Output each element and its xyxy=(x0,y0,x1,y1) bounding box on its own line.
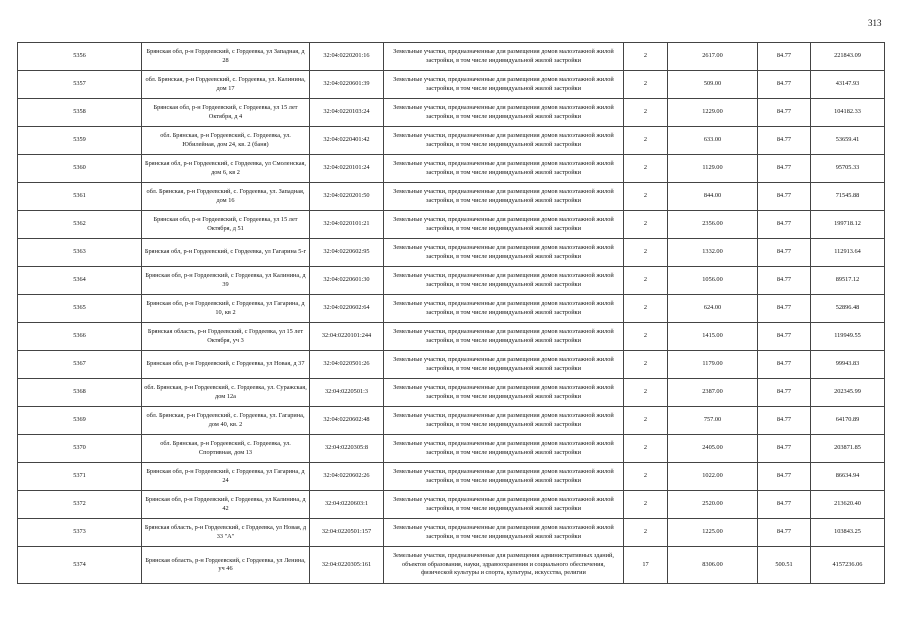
use-group-cell: 2 xyxy=(624,323,668,351)
specific-value-cell: 84.77 xyxy=(758,239,811,267)
cadastral-number-cell: 32:04:0220101:24 xyxy=(310,155,384,183)
cadastral-value-cell: 99943.83 xyxy=(811,351,885,379)
row-number: 5373 xyxy=(18,519,142,547)
table-row xyxy=(18,267,885,295)
table-row xyxy=(18,99,885,127)
table-row xyxy=(18,463,885,491)
use-group-cell: 2 xyxy=(624,435,668,463)
area-cell: 844.00 xyxy=(668,183,758,211)
row-number: 5371 xyxy=(18,463,142,491)
address-cell: Брянская обл, р-н Гордеевский, с Гордеевка, ул Гагарина, д 10, кв 2 xyxy=(142,295,310,323)
row-number: 5370 xyxy=(18,435,142,463)
row-number: 5363 xyxy=(18,239,142,267)
use-group-cell: 2 xyxy=(624,71,668,99)
cadastral-value-cell: 199718.12 xyxy=(811,211,885,239)
cadastral-value-cell: 64170.89 xyxy=(811,407,885,435)
table-row xyxy=(18,295,885,323)
table-row xyxy=(18,323,885,351)
specific-value-cell: 84.77 xyxy=(758,71,811,99)
use-group-cell: 2 xyxy=(624,183,668,211)
table-row xyxy=(18,435,885,463)
row-number: 5361 xyxy=(18,183,142,211)
row-number: 5356 xyxy=(18,43,142,71)
row-number: 5367 xyxy=(18,351,142,379)
address-cell: обл. Брянская, р-н Гордеевский, с. Гордеевка, ул. Калинина, дом 17 xyxy=(142,71,310,99)
specific-value-cell: 84.77 xyxy=(758,183,811,211)
row-number: 5362 xyxy=(18,211,142,239)
use-group-cell: 2 xyxy=(624,295,668,323)
use-group-cell: 2 xyxy=(624,407,668,435)
table-row xyxy=(18,547,885,584)
row-number: 5366 xyxy=(18,323,142,351)
table-row xyxy=(18,183,885,211)
cadastral-number-cell: 32:04:0220103:24 xyxy=(310,99,384,127)
row-number: 5359 xyxy=(18,127,142,155)
cadastral-value-cell: 104182.33 xyxy=(811,99,885,127)
specific-value-cell: 84.77 xyxy=(758,99,811,127)
specific-value-cell: 84.77 xyxy=(758,155,811,183)
permitted-use-cell: Земельные участки, предназначенные для размещения домов малоэтажной жилой застройки, в том числе индивидуальной жилой застройки xyxy=(384,183,624,211)
cadastral-number-cell: 32:04:0220602:64 xyxy=(310,295,384,323)
area-cell: 509.00 xyxy=(668,71,758,99)
area-cell: 633.00 xyxy=(668,127,758,155)
specific-value-cell: 84.77 xyxy=(758,491,811,519)
area-cell: 2617.00 xyxy=(668,43,758,71)
row-number: 5364 xyxy=(18,267,142,295)
use-group-cell: 2 xyxy=(624,43,668,71)
use-group-cell: 2 xyxy=(624,239,668,267)
cadastral-number-cell: 32:04:0220501:157 xyxy=(310,519,384,547)
cadastral-number-cell: 32:04:0220602:95 xyxy=(310,239,384,267)
row-number: 5369 xyxy=(18,407,142,435)
cadastral-number-cell: 32:04:0220201:16 xyxy=(310,43,384,71)
permitted-use-cell: Земельные участки, предназначенные для размещения домов малоэтажной жилой застройки, в том числе индивидуальной жилой застройки xyxy=(384,127,624,155)
page-number: 313 xyxy=(868,18,882,28)
use-group-cell: 2 xyxy=(624,379,668,407)
specific-value-cell: 84.77 xyxy=(758,463,811,491)
address-cell: обл. Брянская, р-н Гордеевский, с. Гордеевка, ул. Юбилейная, дом 24, кв. 2 (баня) xyxy=(142,127,310,155)
area-cell: 624.00 xyxy=(668,295,758,323)
table-row xyxy=(18,519,885,547)
use-group-cell: 2 xyxy=(624,155,668,183)
cadastral-value-cell: 221843.09 xyxy=(811,43,885,71)
area-cell: 2356.00 xyxy=(668,211,758,239)
address-cell: Брянская обл, р-н Гордеевский, с Гордеевка, ул Новая, д 37 xyxy=(142,351,310,379)
table-row xyxy=(18,239,885,267)
specific-value-cell: 84.77 xyxy=(758,435,811,463)
specific-value-cell: 84.77 xyxy=(758,295,811,323)
permitted-use-cell: Земельные участки, предназначенные для размещения домов малоэтажной жилой застройки, в том числе индивидуальной жилой застройки xyxy=(384,519,624,547)
permitted-use-cell: Земельные участки, предназначенные для размещения домов малоэтажной жилой застройки, в том числе индивидуальной жилой застройки xyxy=(384,491,624,519)
cadastral-number-cell: 32:04:0220305:161 xyxy=(310,547,384,584)
address-cell: Брянская обл, р-н Гордеевский, с Гордеевка, ул Калинина, д 39 xyxy=(142,267,310,295)
row-number: 5372 xyxy=(18,491,142,519)
table-row xyxy=(18,351,885,379)
table-row xyxy=(18,71,885,99)
address-cell: Брянская обл, р-н Гордеевский, с Гордеевка, ул Западная, д 28 xyxy=(142,43,310,71)
address-cell: Брянская обл, р-н Гордеевский, с Гордеевка, ул 15 лет Октября, д 51 xyxy=(142,211,310,239)
cadastral-value-cell: 53659.41 xyxy=(811,127,885,155)
permitted-use-cell: Земельные участки, предназначенные для размещения домов малоэтажной жилой застройки, в том числе индивидуальной жилой застройки xyxy=(384,71,624,99)
permitted-use-cell: Земельные участки, предназначенные для размещения домов малоэтажной жилой застройки, в том числе индивидуальной жилой застройки xyxy=(384,267,624,295)
area-cell: 1415.00 xyxy=(668,323,758,351)
area-cell: 2520.00 xyxy=(668,491,758,519)
row-number: 5365 xyxy=(18,295,142,323)
area-cell: 1129.00 xyxy=(668,155,758,183)
cadastral-value-cell: 119949.55 xyxy=(811,323,885,351)
use-group-cell: 2 xyxy=(624,351,668,379)
land-register-table xyxy=(17,42,885,584)
cadastral-value-cell: 86634.94 xyxy=(811,463,885,491)
table-row xyxy=(18,379,885,407)
row-number: 5357 xyxy=(18,71,142,99)
area-cell: 1225.00 xyxy=(668,519,758,547)
table-row xyxy=(18,127,885,155)
address-cell: Брянская обл, р-н Гордеевский, с Гордеевка, ул Гагарина, д 24 xyxy=(142,463,310,491)
cadastral-number-cell: 32:04:0220501:3 xyxy=(310,379,384,407)
address-cell: Брянская обл, р-н Гордеевский, с Гордеевка, ул Гагарина 5-г xyxy=(142,239,310,267)
specific-value-cell: 84.77 xyxy=(758,267,811,295)
use-group-cell: 17 xyxy=(624,547,668,584)
cadastral-number-cell: 32:04:0220602:26 xyxy=(310,463,384,491)
cadastral-value-cell: 4157236.06 xyxy=(811,547,885,584)
use-group-cell: 2 xyxy=(624,127,668,155)
area-cell: 1056.00 xyxy=(668,267,758,295)
address-cell: обл. Брянская, р-н Гордеевский, с. Гордеевка, ул. Западная, дом 16 xyxy=(142,183,310,211)
cadastral-number-cell: 32:04:0220602:48 xyxy=(310,407,384,435)
table-row xyxy=(18,491,885,519)
row-number: 5358 xyxy=(18,99,142,127)
address-cell: обл. Брянская, р-н Гордеевский, с. Гордеевка, ул. Спортивная, дом 13 xyxy=(142,435,310,463)
cadastral-number-cell: 32:04:0220601:39 xyxy=(310,71,384,99)
specific-value-cell: 84.77 xyxy=(758,211,811,239)
permitted-use-cell: Земельные участки, предназначенные для размещения домов малоэтажной жилой застройки, в том числе индивидуальной жилой застройки xyxy=(384,351,624,379)
permitted-use-cell: Земельные участки, предназначенные для размещения домов малоэтажной жилой застройки, в том числе индивидуальной жилой застройки xyxy=(384,435,624,463)
use-group-cell: 2 xyxy=(624,463,668,491)
cadastral-value-cell: 43147.93 xyxy=(811,71,885,99)
row-number: 5374 xyxy=(18,547,142,584)
permitted-use-cell: Земельные участки, предназначенные для размещения домов малоэтажной жилой застройки, в том числе индивидуальной жилой застройки xyxy=(384,239,624,267)
address-cell: обл. Брянская, р-н Гордеевский, с. Гордеевка, ул. Суражская, дом 12а xyxy=(142,379,310,407)
specific-value-cell: 500.51 xyxy=(758,547,811,584)
area-cell: 1332.00 xyxy=(668,239,758,267)
land-register-rows xyxy=(18,43,885,584)
permitted-use-cell: Земельные участки, предназначенные для размещения административных зданий, объектов образования, науки, здравоохранения и социального обеспечения, физической культуры и спорта, культуры, искусства, религии xyxy=(384,547,624,584)
address-cell: Брянская область, р-н Гордеевский, с Гордеевка, ул Ленина, уч 46 xyxy=(142,547,310,584)
permitted-use-cell: Земельные участки, предназначенные для размещения домов малоэтажной жилой застройки, в том числе индивидуальной жилой застройки xyxy=(384,211,624,239)
table-row xyxy=(18,211,885,239)
address-cell: Брянская обл, р-н Гордеевский, с Гордеевка, ул Калинина, д 42 xyxy=(142,491,310,519)
cadastral-value-cell: 95705.33 xyxy=(811,155,885,183)
use-group-cell: 2 xyxy=(624,491,668,519)
use-group-cell: 2 xyxy=(624,519,668,547)
cadastral-number-cell: 32:04:0220201:50 xyxy=(310,183,384,211)
table-row xyxy=(18,155,885,183)
table-row xyxy=(18,407,885,435)
specific-value-cell: 84.77 xyxy=(758,127,811,155)
cadastral-number-cell: 32:04:0220101:21 xyxy=(310,211,384,239)
address-cell: обл. Брянская, р-н Гордеевский, с. Гордеевка, ул. Гагарина, дом 40, кв. 2 xyxy=(142,407,310,435)
cadastral-number-cell: 32:04:0220501:26 xyxy=(310,351,384,379)
area-cell: 2405.00 xyxy=(668,435,758,463)
area-cell: 1022.00 xyxy=(668,463,758,491)
permitted-use-cell: Земельные участки, предназначенные для размещения домов малоэтажной жилой застройки, в том числе индивидуальной жилой застройки xyxy=(384,43,624,71)
permitted-use-cell: Земельные участки, предназначенные для размещения домов малоэтажной жилой застройки, в том числе индивидуальной жилой застройки xyxy=(384,155,624,183)
specific-value-cell: 84.77 xyxy=(758,323,811,351)
area-cell: 8306.00 xyxy=(668,547,758,584)
permitted-use-cell: Земельные участки, предназначенные для размещения домов малоэтажной жилой застройки, в том числе индивидуальной жилой застройки xyxy=(384,463,624,491)
cadastral-number-cell: 32:04:0220401:42 xyxy=(310,127,384,155)
address-cell: Брянская обл, р-н Гордеевский, с Гордеевка, ул 15 лет Октября, д 4 xyxy=(142,99,310,127)
permitted-use-cell: Земельные участки, предназначенные для размещения домов малоэтажной жилой застройки, в том числе индивидуальной жилой застройки xyxy=(384,295,624,323)
area-cell: 2387.00 xyxy=(668,379,758,407)
permitted-use-cell: Земельные участки, предназначенные для размещения домов малоэтажной жилой застройки, в том числе индивидуальной жилой застройки xyxy=(384,323,624,351)
specific-value-cell: 84.77 xyxy=(758,43,811,71)
area-cell: 1229.00 xyxy=(668,99,758,127)
area-cell: 1179.00 xyxy=(668,351,758,379)
permitted-use-cell: Земельные участки, предназначенные для размещения домов малоэтажной жилой застройки, в том числе индивидуальной жилой застройки xyxy=(384,379,624,407)
address-cell: Брянская область, р-н Гордеевский, с Гордеевка, ул 15 лет Октября, уч 3 xyxy=(142,323,310,351)
cadastral-number-cell: 32:04:0220603:1 xyxy=(310,491,384,519)
specific-value-cell: 84.77 xyxy=(758,407,811,435)
cadastral-value-cell: 112913.64 xyxy=(811,239,885,267)
cadastral-value-cell: 202345.99 xyxy=(811,379,885,407)
cadastral-number-cell: 32:04:0220305:8 xyxy=(310,435,384,463)
permitted-use-cell: Земельные участки, предназначенные для размещения домов малоэтажной жилой застройки, в том числе индивидуальной жилой застройки xyxy=(384,407,624,435)
cadastral-value-cell: 203871.85 xyxy=(811,435,885,463)
row-number: 5360 xyxy=(18,155,142,183)
area-cell: 757.00 xyxy=(668,407,758,435)
use-group-cell: 2 xyxy=(624,267,668,295)
cadastral-value-cell: 213620.40 xyxy=(811,491,885,519)
use-group-cell: 2 xyxy=(624,99,668,127)
specific-value-cell: 84.77 xyxy=(758,379,811,407)
cadastral-value-cell: 52896.48 xyxy=(811,295,885,323)
cadastral-value-cell: 89517.12 xyxy=(811,267,885,295)
cadastral-number-cell: 32:04:0220101:244 xyxy=(310,323,384,351)
address-cell: Брянская обл, р-н Гордеевский, с Гордеевка, ул Смоленская, дом 6, кв 2 xyxy=(142,155,310,183)
use-group-cell: 2 xyxy=(624,211,668,239)
specific-value-cell: 84.77 xyxy=(758,351,811,379)
row-number: 5368 xyxy=(18,379,142,407)
cadastral-value-cell: 71545.88 xyxy=(811,183,885,211)
cadastral-value-cell: 103843.25 xyxy=(811,519,885,547)
permitted-use-cell: Земельные участки, предназначенные для размещения домов малоэтажной жилой застройки, в том числе индивидуальной жилой застройки xyxy=(384,99,624,127)
table-row xyxy=(18,43,885,71)
specific-value-cell: 84.77 xyxy=(758,519,811,547)
cadastral-number-cell: 32:04:0220601:30 xyxy=(310,267,384,295)
address-cell: Брянская область, р-н Гордеевский, с Гордеевка, ул Новая, д 33 "А" xyxy=(142,519,310,547)
